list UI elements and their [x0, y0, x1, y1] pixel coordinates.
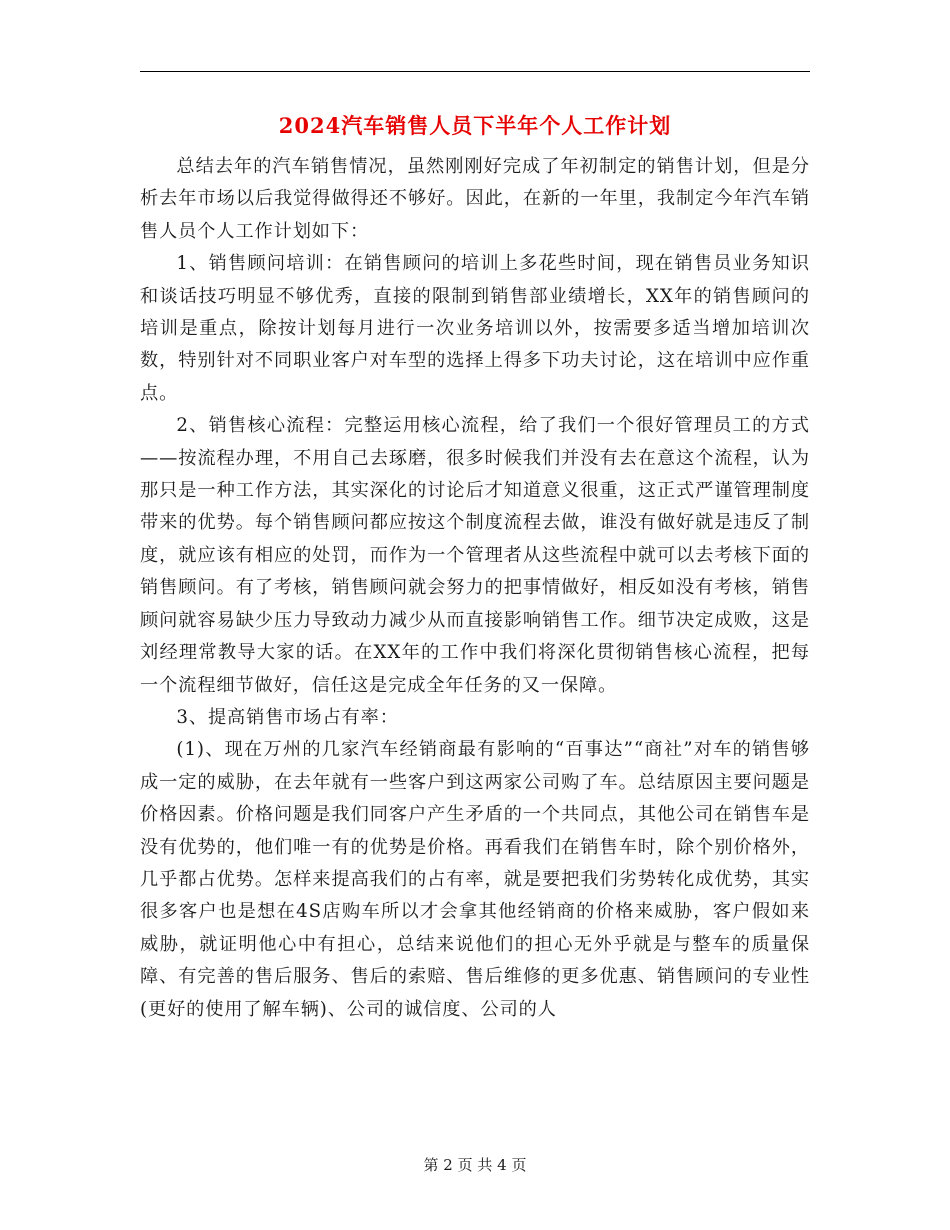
paragraph-market-share-heading: 3、提高销售市场占有率：: [176, 706, 399, 728]
page-number-footer: 第 2 页 共 4 页: [423, 1156, 527, 1174]
paragraph-market-share-1: (1)、现在万州的几家汽车经销商最有影响的“百事达”“商社”对车的销售够成一定的威胁，在去年就有一些客户到这两家公司购了车。总结原因主要问题是价格因素。价格问题是我们同客户产生矛盾的一个共同点，其他公司在销售车是没有优势的，他们唯一有的优势是价格。再看我们在销售车时，除个别价格外，几乎都占优势。怎样来提高我们的占有率，就是要把我们劣势转化成优势，其实很多客户也是想在4S店购车所以才会拿其他经销商的价格来威胁，客户假如来威胁，就证明他心中有担心，总结来说他们的担心无外乎就是与整车的质量保障、有完善的售后服务、售后的索赔、售后维修的更多优惠、销售顾问的专业性(更好的使用了解车辆)、公司的诚信度、公司的人: [140, 739, 810, 1020]
document-title: 2024汽车销售人员下半年个人工作计划: [278, 113, 672, 138]
paragraph-intro: 总结去年的汽车销售情况，虽然刚刚好完成了年初制定的销售计划，但是分析去年市场以后我觉得做得还不够好。因此，在新的一年里，我制定今年汽车销售人员个人工作计划如下：: [140, 156, 810, 242]
header-rule: [140, 71, 810, 72]
document-body: [140, 151, 810, 1026]
paragraph-core-process: 2、销售核心流程：完整运用核心流程，给了我们一个很好管理员工的方式——按流程办理，不用自己去琢磨，很多时候我们并没有去在意这个流程，认为那只是一种工作方法，其实深化的讨论后才知道意义很重，这正式严谨管理制度带来的优势。每个销售顾问都应按这个制度流程去做，谁没有做好就是违反了制度，就应该有相应的处罚，而作为一个管理者从这些流程中就可以去考核下面的销售顾问。有了考核，销售顾问就会努力的把事情做好，相反如没有考核，销售顾问就容易缺少压力导致动力减少从而直接影响销售工作。细节决定成败，这是刘经理常教导大家的话。在XX年的工作中我们将深化贯彻销售核心流程，把每一个流程细节做好，信任这是完成全年任务的又一保障。: [140, 415, 810, 696]
paragraph-training: 1、销售顾问培训：在销售顾问的培训上多花些时间，现在销售员业务知识和谈话技巧明显不够优秀，直接的限制到销售部业绩增长，XX年的销售顾问的培训是重点，除按计划每月进行一次业务培训以外，按需要多适当增加培训次数，特别针对不同职业客户对车型的选择上得多下功夫讨论，这在培训中应作重点。: [140, 253, 810, 404]
